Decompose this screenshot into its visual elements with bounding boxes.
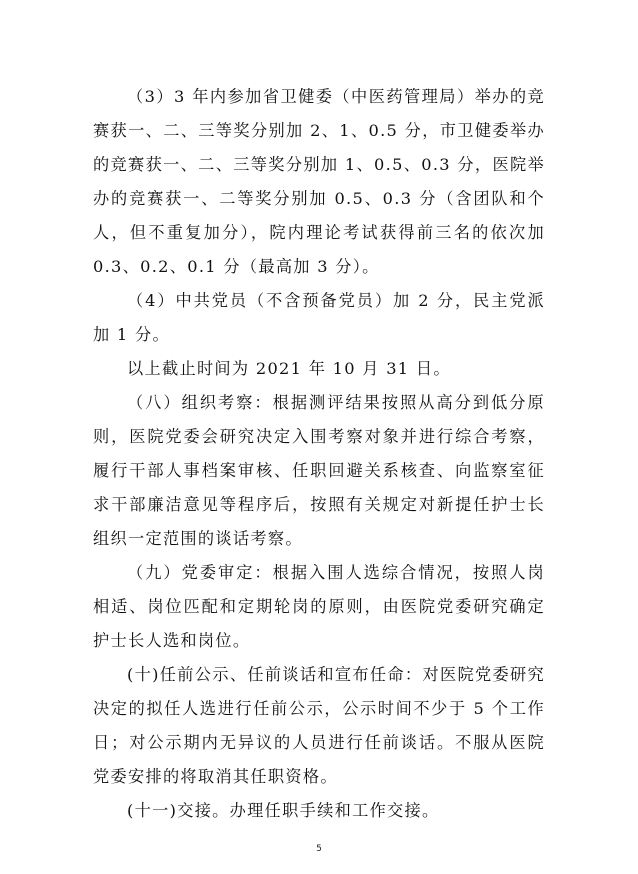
paragraph-party-member-points: （4）中共党员（不含预备党员）加 2 分，民主党派加 1 分。 — [93, 291, 545, 344]
paragraph-party-committee-review: （九）党委审定：根据入围人选综合情况，按照人岗相适、岗位匹配和定期轮岗的原则，由医院党委研究确定护士长人选和岗位。 — [93, 563, 545, 650]
page-number: 5 — [316, 844, 322, 854]
document-body — [93, 80, 545, 828]
paragraph-deadline: 以上截止时间为 2021 年 10 月 31 日。 — [127, 359, 451, 378]
paragraph-organization-inspection: （八）组织考察：根据测评结果按照从高分到低分原则，医院党委会研究决定入围考察对象并进行综合考察，履行干部人事档案审核、任职回避关系核查、向监察室征求干部廉洁意见等程序后，按照有关规定对新提任护士长组织一定范围的谈话考察。 — [93, 393, 545, 548]
paragraph-pre-appointment-notice: (十)任前公示、任前谈话和宣布任命：对医院党委研究决定的拟任人选进行任前公示，公示时间不少于 5 个工作日；对公示期内无异议的人员进行任前谈话。不服从医院党委安排的将取消其任职资格。 — [93, 665, 545, 786]
paragraph-competition-points: （3）3 年内参加省卫健委（中医药管理局）举办的竞赛获一、二、三等奖分别加 2、1、0.5 分，市卫健委举办的竞赛获一、二、三等奖分别加 1、0.5、0.3 分，医院举办的竞赛获一、二等奖分别加 0.5、0.3 分（含团队和个人，但不重复加分），院内理论考试获得前三名的依次加 0.3、0.2、0.1 分（最高加 3 分）。 — [93, 87, 545, 276]
paragraph-handover: (十一)交接。办理任职手续和工作交接。 — [127, 801, 440, 820]
